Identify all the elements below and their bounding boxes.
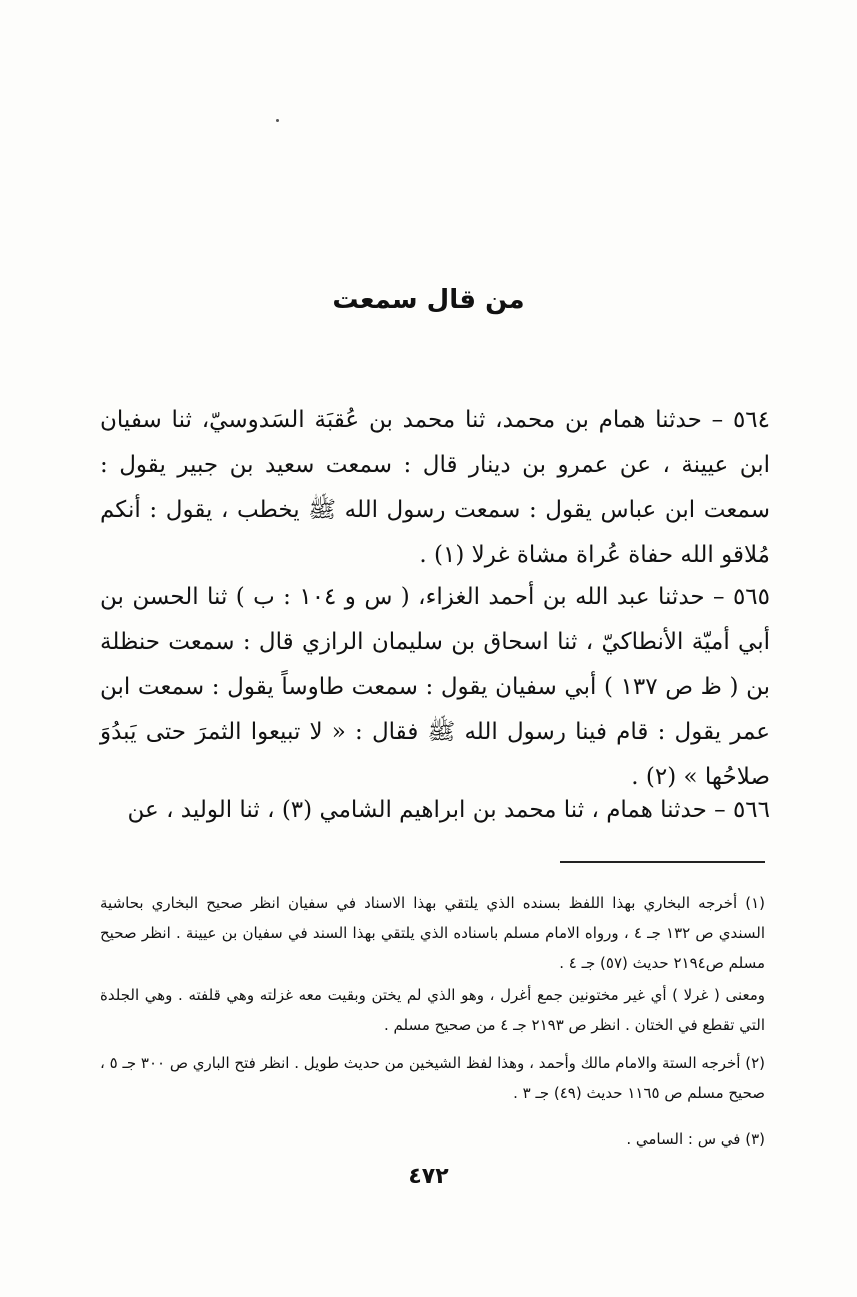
chapter-heading: من قال سمعت [332, 285, 525, 315]
hadith-564: ٥٦٤ – حدثنا همام بن محمد، ثنا محمد بن عُقبَة السَدوسيّ، ثنا سفيان ابن عيينة ، عن عمرو بن دينار قال : سمعت سعيد بن جبير يقول : سمعت ابن عباس يقول : سمعت رسول الله ﷺ يخطب ، يقول : أنكم مُلاقو الله حفاة عُراة مشاة غرلا (١) . [100, 407, 770, 568]
hadith-566: ٥٦٦ – حدثنا همام ، ثنا محمد بن ابراهيم الشامي (٣) ، ثنا الوليد ، عن [127, 797, 770, 823]
page-number: ٤٧٢ [408, 1164, 449, 1189]
footnote-1-note: ومعنى ( غرلا ) أي غير مختونين جمع أغرل ، وهو الذي لم يختن وبقيت معه غزلته وهي قلفته . وهي الجلدة التي تقطع في الختان . انظر ص ٢١٩٣ جـ ٤ من صحيح مسلم . [100, 986, 765, 1034]
footnote-2: (٢) أخرجه الستة والامام مالك وأحمد ، وهذا لفظ الشيخين من حديث طويل . انظر فتح الباري ص ٣٠٠ جـ ٥ ، صحيح مسلم ص ١١٦٥ حديث (٤٩) جـ ٣ . [100, 1054, 765, 1102]
footnote-3: (٣) في س : السامي . [626, 1130, 765, 1148]
footnote-1: (١) أخرجه البخاري بهذا اللفظ بسنده الذي يلتقي بهذا الاسناد في سفيان انظر صحيح البخاري بحاشية السندي ص ١٣٢ جـ ٤ ، ورواه الامام مسلم باسناده الذي يلتقي بهذا السند في سفيان بن عيينة . انظر صحيح مسلم ص٢١٩٤ حديث (٥٧) جـ ٤ . [100, 894, 766, 972]
hadith-565: ٥٦٥ – حدثنا عبد الله بن أحمد الغزاء، ( س و ١٠٤ : ب ) ثنا الحسن بن أبي أميّة الأنطاكيّ ، ثنا اسحاق بن سليمان الرازي قال : سمعت حنظلة بن ( ظ ص ١٣٧ ) أبي سفيان يقول : سمعت طاوساً يقول : سمعت ابن عمر يقول : قام فينا رسول الله ﷺ فقال : « لا تبيعوا الثمرَ حتى يَبدُوَ صلاحُها » (٢) . [100, 584, 770, 790]
footnote-separator [560, 861, 765, 863]
page-speck [276, 119, 279, 122]
